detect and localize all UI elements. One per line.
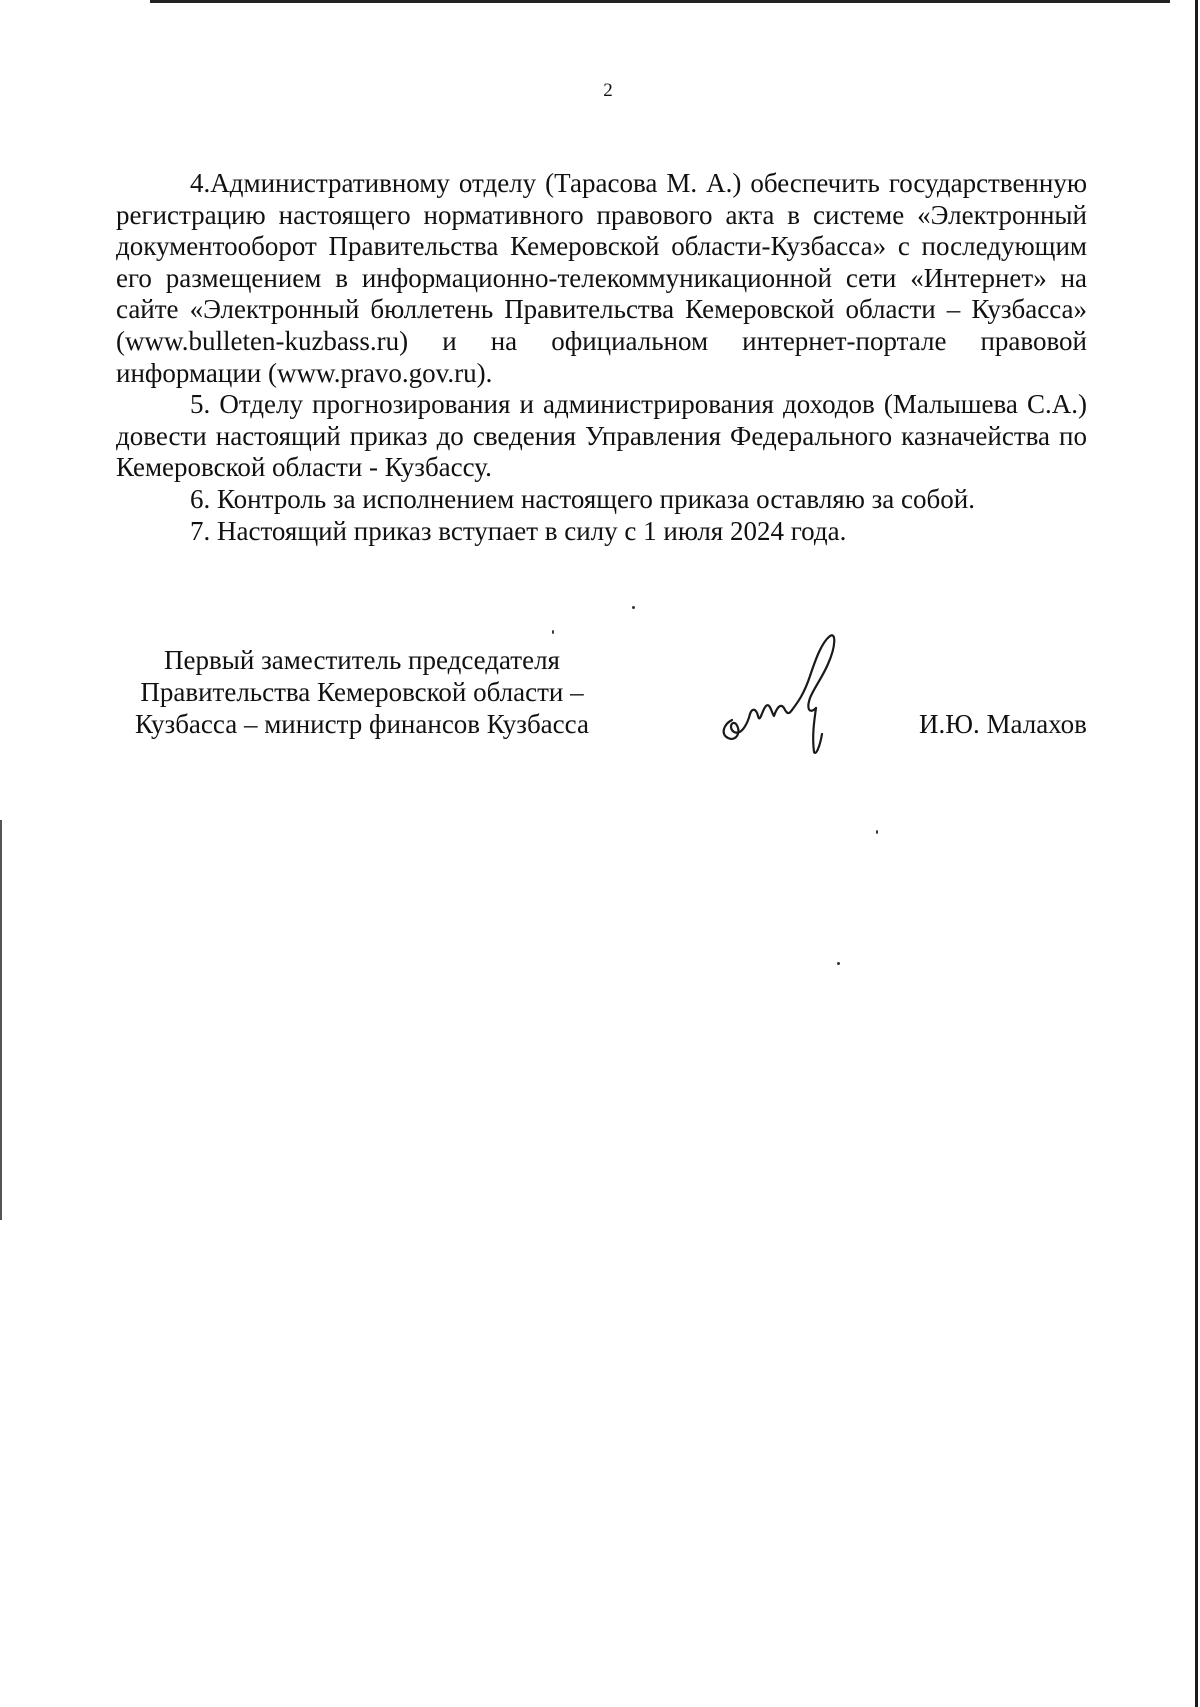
paragraph-6: 6. Контроль за исполнением настоящего приказа оставляю за собой. xyxy=(190,483,975,514)
signer-position-line: Кузбасса – министр финансов Кузбасса xyxy=(135,709,589,739)
signer-position-line: Правительства Кемеровской области – xyxy=(140,677,584,707)
signer-position-line: Первый заместитель председателя xyxy=(164,645,560,675)
signer-position xyxy=(116,644,608,740)
scan-edge-left xyxy=(0,820,2,1220)
handwritten-signature xyxy=(706,624,856,764)
paragraph-4: 4.Административному отделу (Тарасова М. А.) обеспечить государственную регистрацию настоящего нормативного правового акта в системе «Электронный документооборот Правительства Кемеровской области-Кузбасса» с последующим его размещением в информационно-телекоммуникационной сети «Интернет» на сайте «Электронный бюллетень Правительства Кемеровской области – Кузбасса» (www.bulleten-kuzbass.ru) и на официальном интернет-портале правовой информации (www.pravo.gov.ru). xyxy=(116,168,1087,388)
scan-edge-right xyxy=(1195,0,1198,1707)
paragraph-7: 7. Настоящий приказ вступает в силу с 1 июля 2024 года. xyxy=(190,515,847,546)
signature-block xyxy=(116,644,1116,764)
paragraph-5: 5. Отделу прогнозирования и администрирования доходов (Малышева С.А.) довести настоящий приказ до сведения Управления Федерального казначейства по Кемеровской области - Кузбассу. xyxy=(116,389,1087,483)
document-body xyxy=(116,168,1087,547)
scan-speck xyxy=(837,962,840,965)
scan-speck xyxy=(876,830,878,834)
page-number: 2 xyxy=(603,80,613,101)
scan-speck xyxy=(552,630,554,634)
scan-speck xyxy=(632,606,635,609)
signer-name: И.Ю. Малахов xyxy=(919,709,1087,739)
scan-edge-top xyxy=(150,0,1170,3)
